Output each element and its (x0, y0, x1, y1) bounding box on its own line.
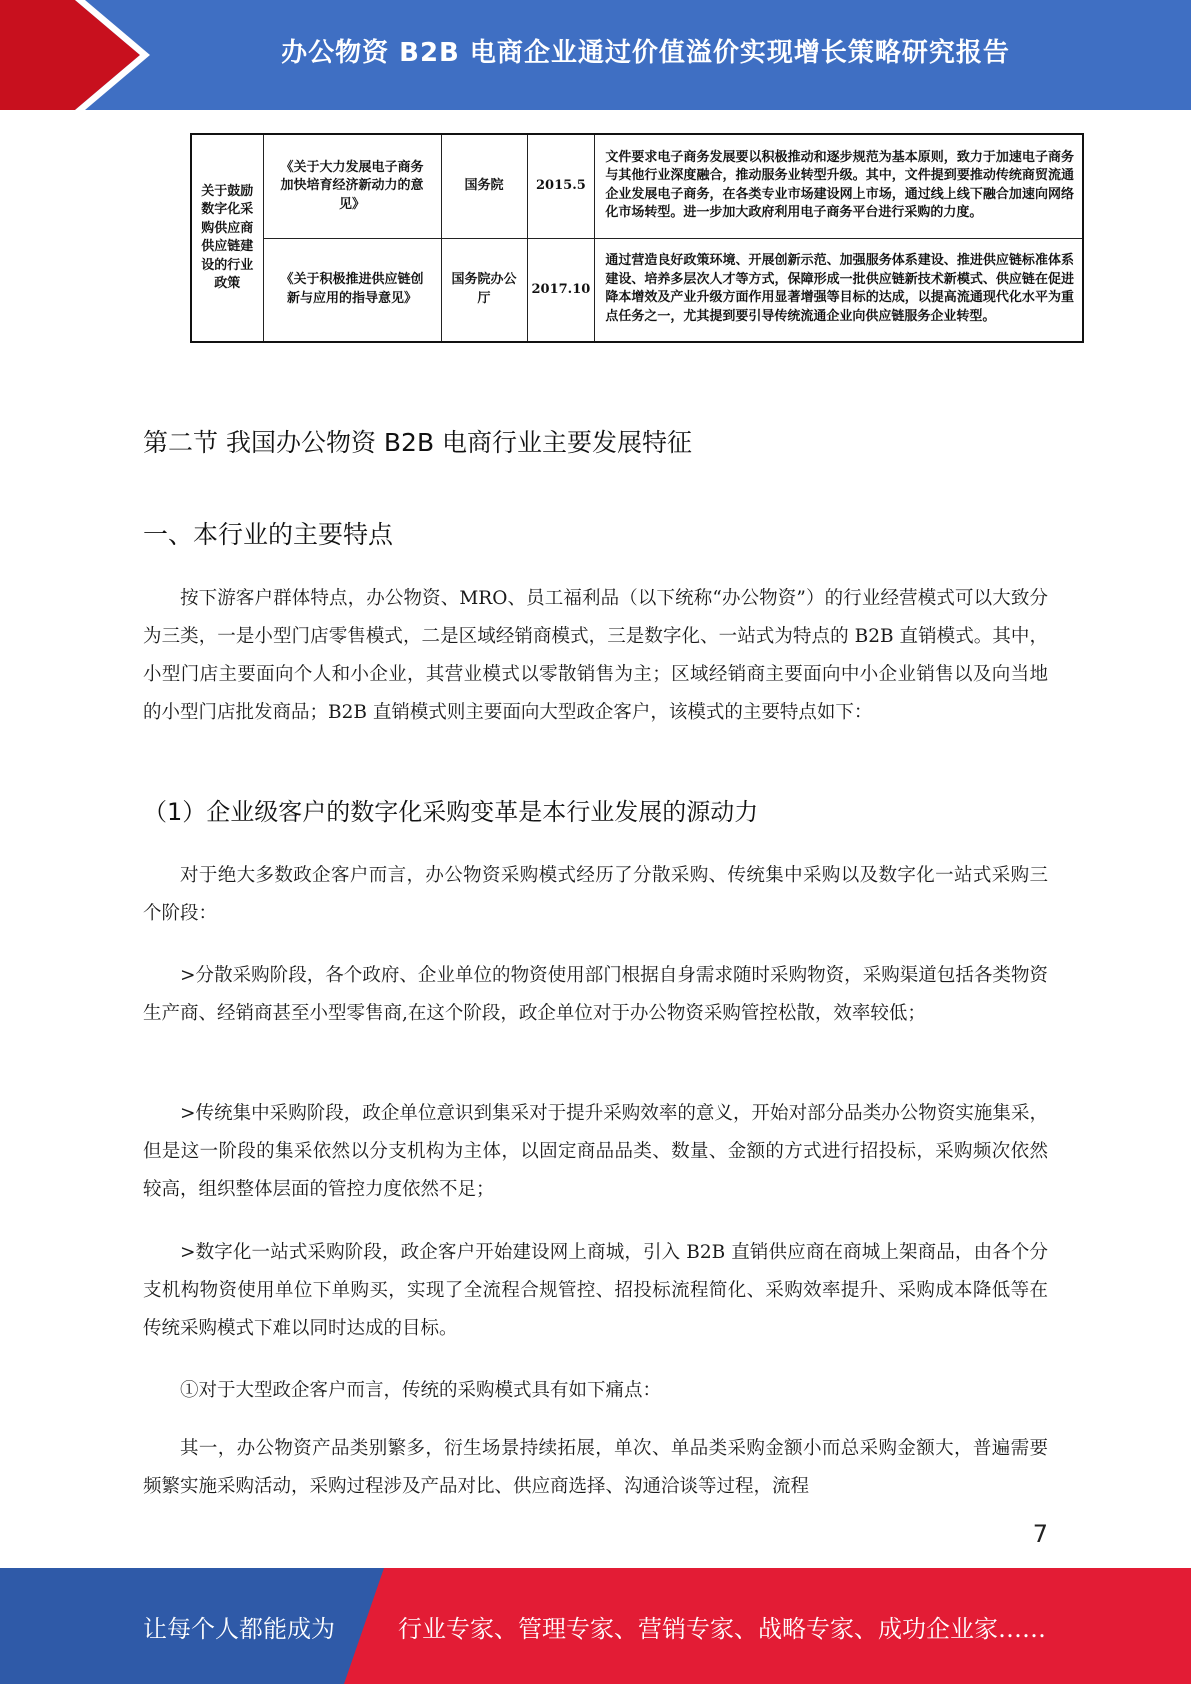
policy-document-cell: 《关于大力发展电子商务加快培育经济新动力的意见》 (263, 134, 441, 238)
body-paragraph: ①对于大型政企客户而言，传统的采购模式具有如下痛点： (180, 1380, 662, 1401)
body-paragraph: >数字化一站式采购阶段，政企客户开始建设网上商城，引入 B2B 直销供应商在商城上架商品，由各个分支机构物资使用单位下单购买，实现了全流程合规管控、招投标流程简化、采购效率提升、采购成本降低等在传统采购模式下难以同时达成的目标。 (143, 1242, 1048, 1339)
footer-slogan-left: 让每个人都能成为 (143, 1614, 335, 1643)
body-paragraph: 按下游客户群体特点，办公物资、MRO、员工福利品（以下统称“办公物资”）的行业经营模式可以大致分为三类，一是小型门店零售模式，二是区域经销商模式，三是数字化、一站式为特点的 B2B 直销模式。其中，小型门店主要面向个人和小企业，其营业模式以零散销售为主；区域经销商主要面向中小企业销售以及向当地的小型门店批发商品；B2B 直销模式则主要面向大型政企客户，该模式的主要特点如下： (143, 588, 1048, 723)
subsection-title: 一、本行业的主要特点 (143, 520, 394, 549)
policy-table (190, 133, 1084, 343)
policy-issuer-cell: 国务院 (441, 134, 527, 238)
point-title: （1）企业级客户的数字化采购变革是本行业发展的源动力 (143, 798, 759, 826)
policy-category-cell: 关于鼓励数字化采购供应商供应链建设的行业政策 (191, 134, 263, 342)
table-row (191, 238, 1083, 342)
body-paragraph: 对于绝大多数政企客户而言，办公物资采购模式经历了分散采购、传统集中采购以及数字化一站式采购三个阶段： (143, 865, 1048, 924)
page-number: 7 (1032, 1520, 1048, 1548)
page-footer (0, 1568, 1191, 1684)
footer-slogan-right: 行业专家、管理专家、营销专家、战略专家、成功企业家…… (398, 1614, 1046, 1643)
table-row (191, 134, 1083, 238)
section-title: 第二节 我国办公物资 B2B 电商行业主要发展特征 (143, 428, 693, 457)
policy-content-cell: 通过营造良好政策环境、开展创新示范、加强服务体系建设、推进供应链标准体系建设、培养多层次人才等方式，保障形成一批供应链新技术新模式、供应链在促进降本增效及产业升级方面作用显著增强等目标的达成，以提高流通现代化水平为重点任务之一，尤其提到要引导传统流通企业向供应链服务企业转型。 (595, 238, 1083, 342)
body-paragraph: >传统集中采购阶段，政企单位意识到集采对于提升采购效率的意义，开始对部分品类办公物资实施集采，但是这一阶段的集采依然以分支机构为主体，以固定商品品类、数量、金额的方式进行招投标，采购频次依然较高，组织整体层面的管控力度依然不足； (143, 1103, 1048, 1200)
policy-date-cell: 2015.5 (527, 134, 595, 238)
policy-content-cell: 文件要求电子商务发展要以积极推动和逐步规范为基本原则，致力于加速电子商务与其他行业深度融合，推动服务业转型升级。其中，文件提到要推动传统商贸流通企业发展电子商务，在各类专业市场建设网上市场，通过线上线下融合加速向网络化市场转型。进一步加大政府利用电子商务平台进行采购的力度。 (595, 134, 1083, 238)
body-paragraph: >分散采购阶段，各个政府、企业单位的物资使用部门根据自身需求随时采购物资，采购渠道包括各类物资生产商、经销商甚至小型零售商,在这个阶段，政企单位对于办公物资采购管控松散，效率较低； (143, 965, 1048, 1024)
report-title: 办公物资 B2B 电商企业通过价值溢价实现增长策略研究报告 (281, 37, 1010, 68)
policy-document-cell: 《关于积极推进供应链创新与应用的指导意见》 (263, 238, 441, 342)
policy-issuer-cell: 国务院办公厅 (441, 238, 527, 342)
policy-date-cell: 2017.10 (527, 238, 595, 342)
body-paragraph: 其一，办公物资产品类别繁多，衍生场景持续拓展，单次、单品类采购金额小而总采购金额大，普遍需要频繁实施采购活动，采购过程涉及产品对比、供应商选择、沟通洽谈等过程，流程 (143, 1438, 1048, 1497)
page-header (0, 0, 1191, 110)
header-arrow-decoration (0, 0, 150, 110)
